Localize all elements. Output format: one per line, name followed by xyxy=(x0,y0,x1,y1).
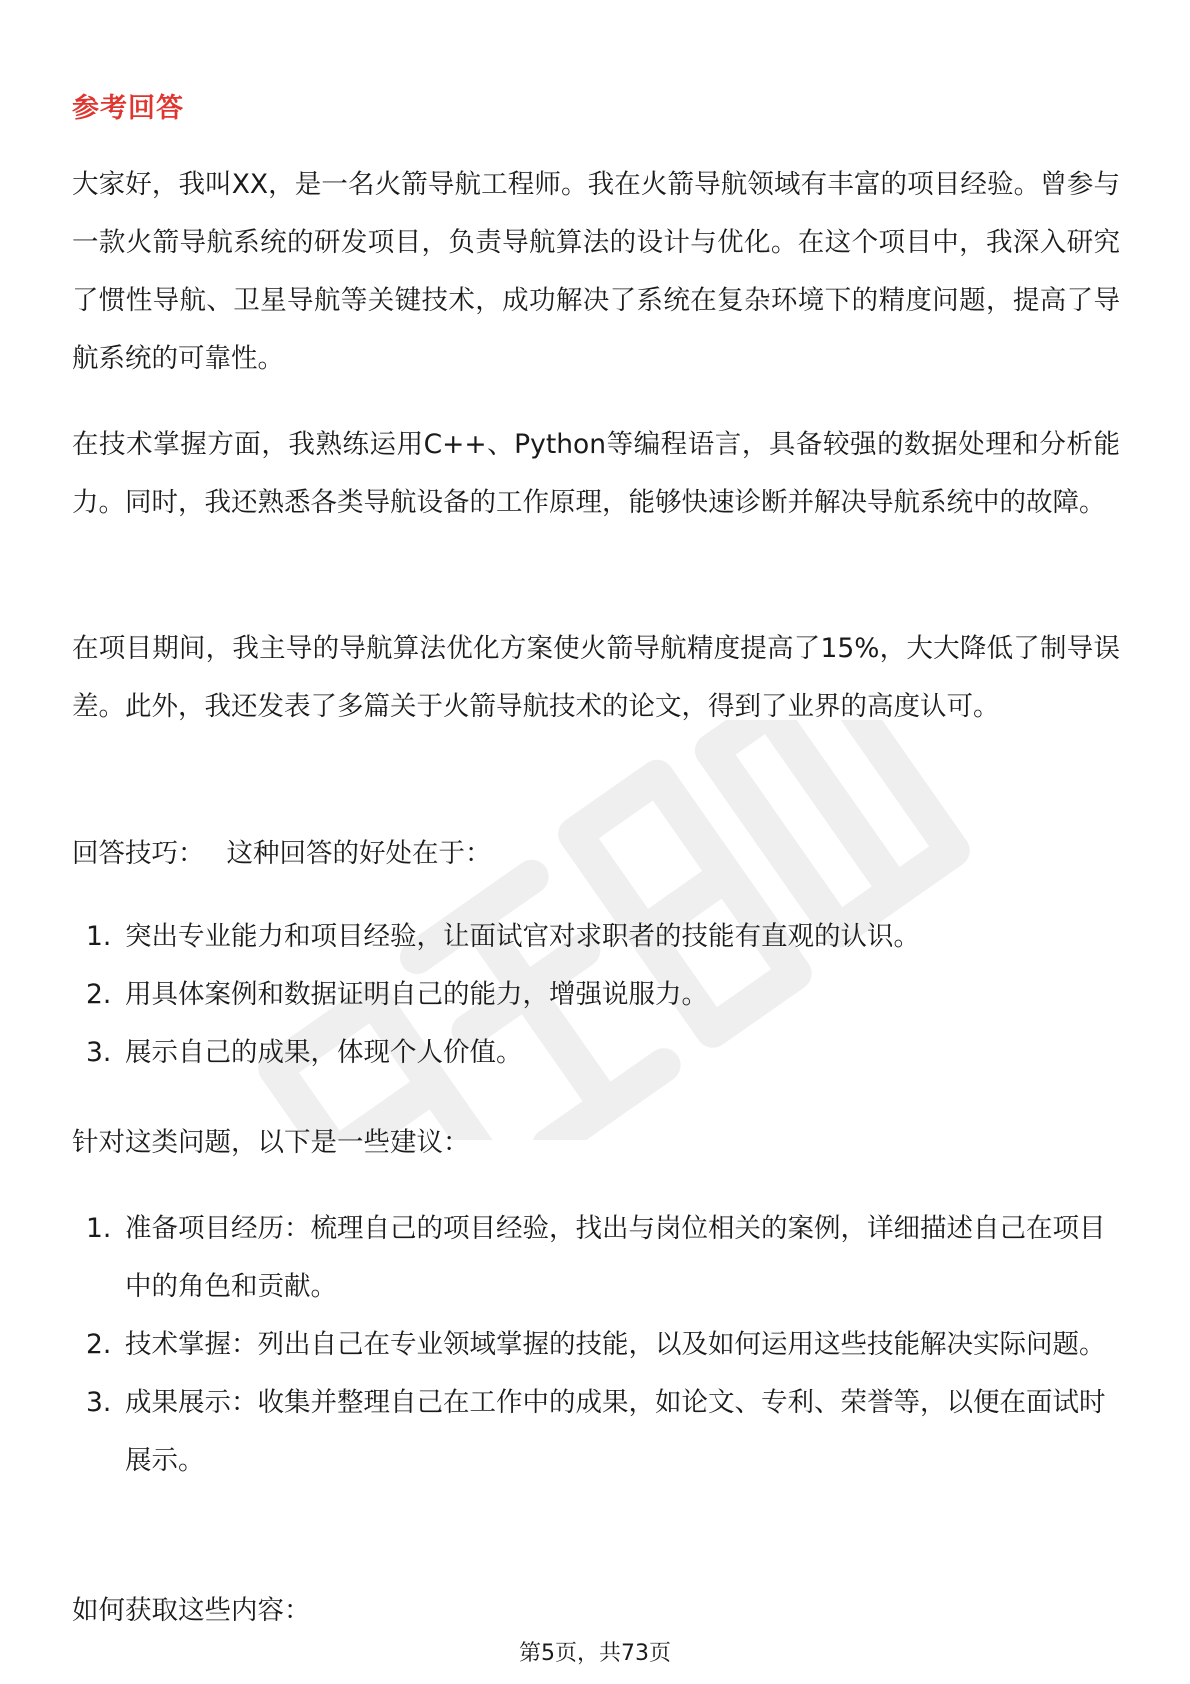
list-item-number: 2. xyxy=(86,979,112,1010)
list-item-number: 1. xyxy=(86,921,112,952)
page-footer: 第5页，共73页 xyxy=(519,1641,671,1666)
list-item-text: 准备项目经历：梳理自己的项目经验，找出与岗位相关的案例，详细描述自己在项目中的角色和贡献。 xyxy=(125,1213,1106,1302)
list-item xyxy=(72,1200,1120,1316)
list-item-number: 3. xyxy=(86,1037,112,1068)
list-item xyxy=(72,908,1120,966)
suggestions-intro: 针对这类问题，以下是一些建议： xyxy=(72,1127,470,1158)
list-item-text: 技术掌握：列出自己在专业领域掌握的技能，以及如何运用这些技能解决实际问题。 xyxy=(125,1329,1106,1360)
list-item xyxy=(72,966,1120,1024)
tips-label: 回答技巧： xyxy=(72,838,205,869)
section-heading: 参考回答 xyxy=(72,93,184,124)
list-item xyxy=(72,1316,1120,1374)
answer-paragraph-2: 在技术掌握方面，我熟练运用C++、Python等编程语言，具备较强的数据处理和分析能力。同时，我还熟悉各类导航设备的工作原理，能够快速诊断并解决导航系统中的故障。 xyxy=(72,429,1120,518)
answer-paragraph-3: 在项目期间，我主导的导航算法优化方案使火箭导航精度提高了15%，大大降低了制导误差。此外，我还发表了多篇关于火箭导航技术的论文，得到了业界的高度认可。 xyxy=(72,633,1120,722)
suggestions-list xyxy=(72,1200,1120,1490)
list-item xyxy=(72,1374,1120,1490)
list-item-number: 3. xyxy=(86,1387,112,1418)
answer-paragraph-1: 大家好，我叫XX，是一名火箭导航工程师。我在火箭导航领域有丰富的项目经验。曾参与一款火箭导航系统的研发项目，负责导航算法的设计与优化。在这个项目中，我深入研究了惯性导航、卫星导航等关键技术，成功解决了系统在复杂环境下的精度问题，提高了导航系统的可靠性。 xyxy=(72,169,1120,374)
list-item-text: 用具体案例和数据证明自己的能力，增强说服力。 xyxy=(125,979,708,1010)
list-item xyxy=(72,1024,1120,1082)
list-item-number: 2. xyxy=(86,1329,112,1360)
tips-intro xyxy=(72,825,492,883)
list-item-number: 1. xyxy=(86,1213,112,1244)
list-item-text: 突出专业能力和项目经验，让面试官对求职者的技能有直观的认识。 xyxy=(125,921,920,952)
tips-list xyxy=(72,908,1120,1082)
how-to-get-heading: 如何获取这些内容： xyxy=(72,1595,311,1626)
tips-intro-text: 这种回答的好处在于： xyxy=(226,838,492,869)
list-item-text: 展示自己的成果，体现个人价值。 xyxy=(125,1037,523,1068)
list-item-text: 成果展示：收集并整理自己在工作中的成果，如论文、专利、荣誉等，以便在面试时展示。 xyxy=(125,1387,1106,1476)
